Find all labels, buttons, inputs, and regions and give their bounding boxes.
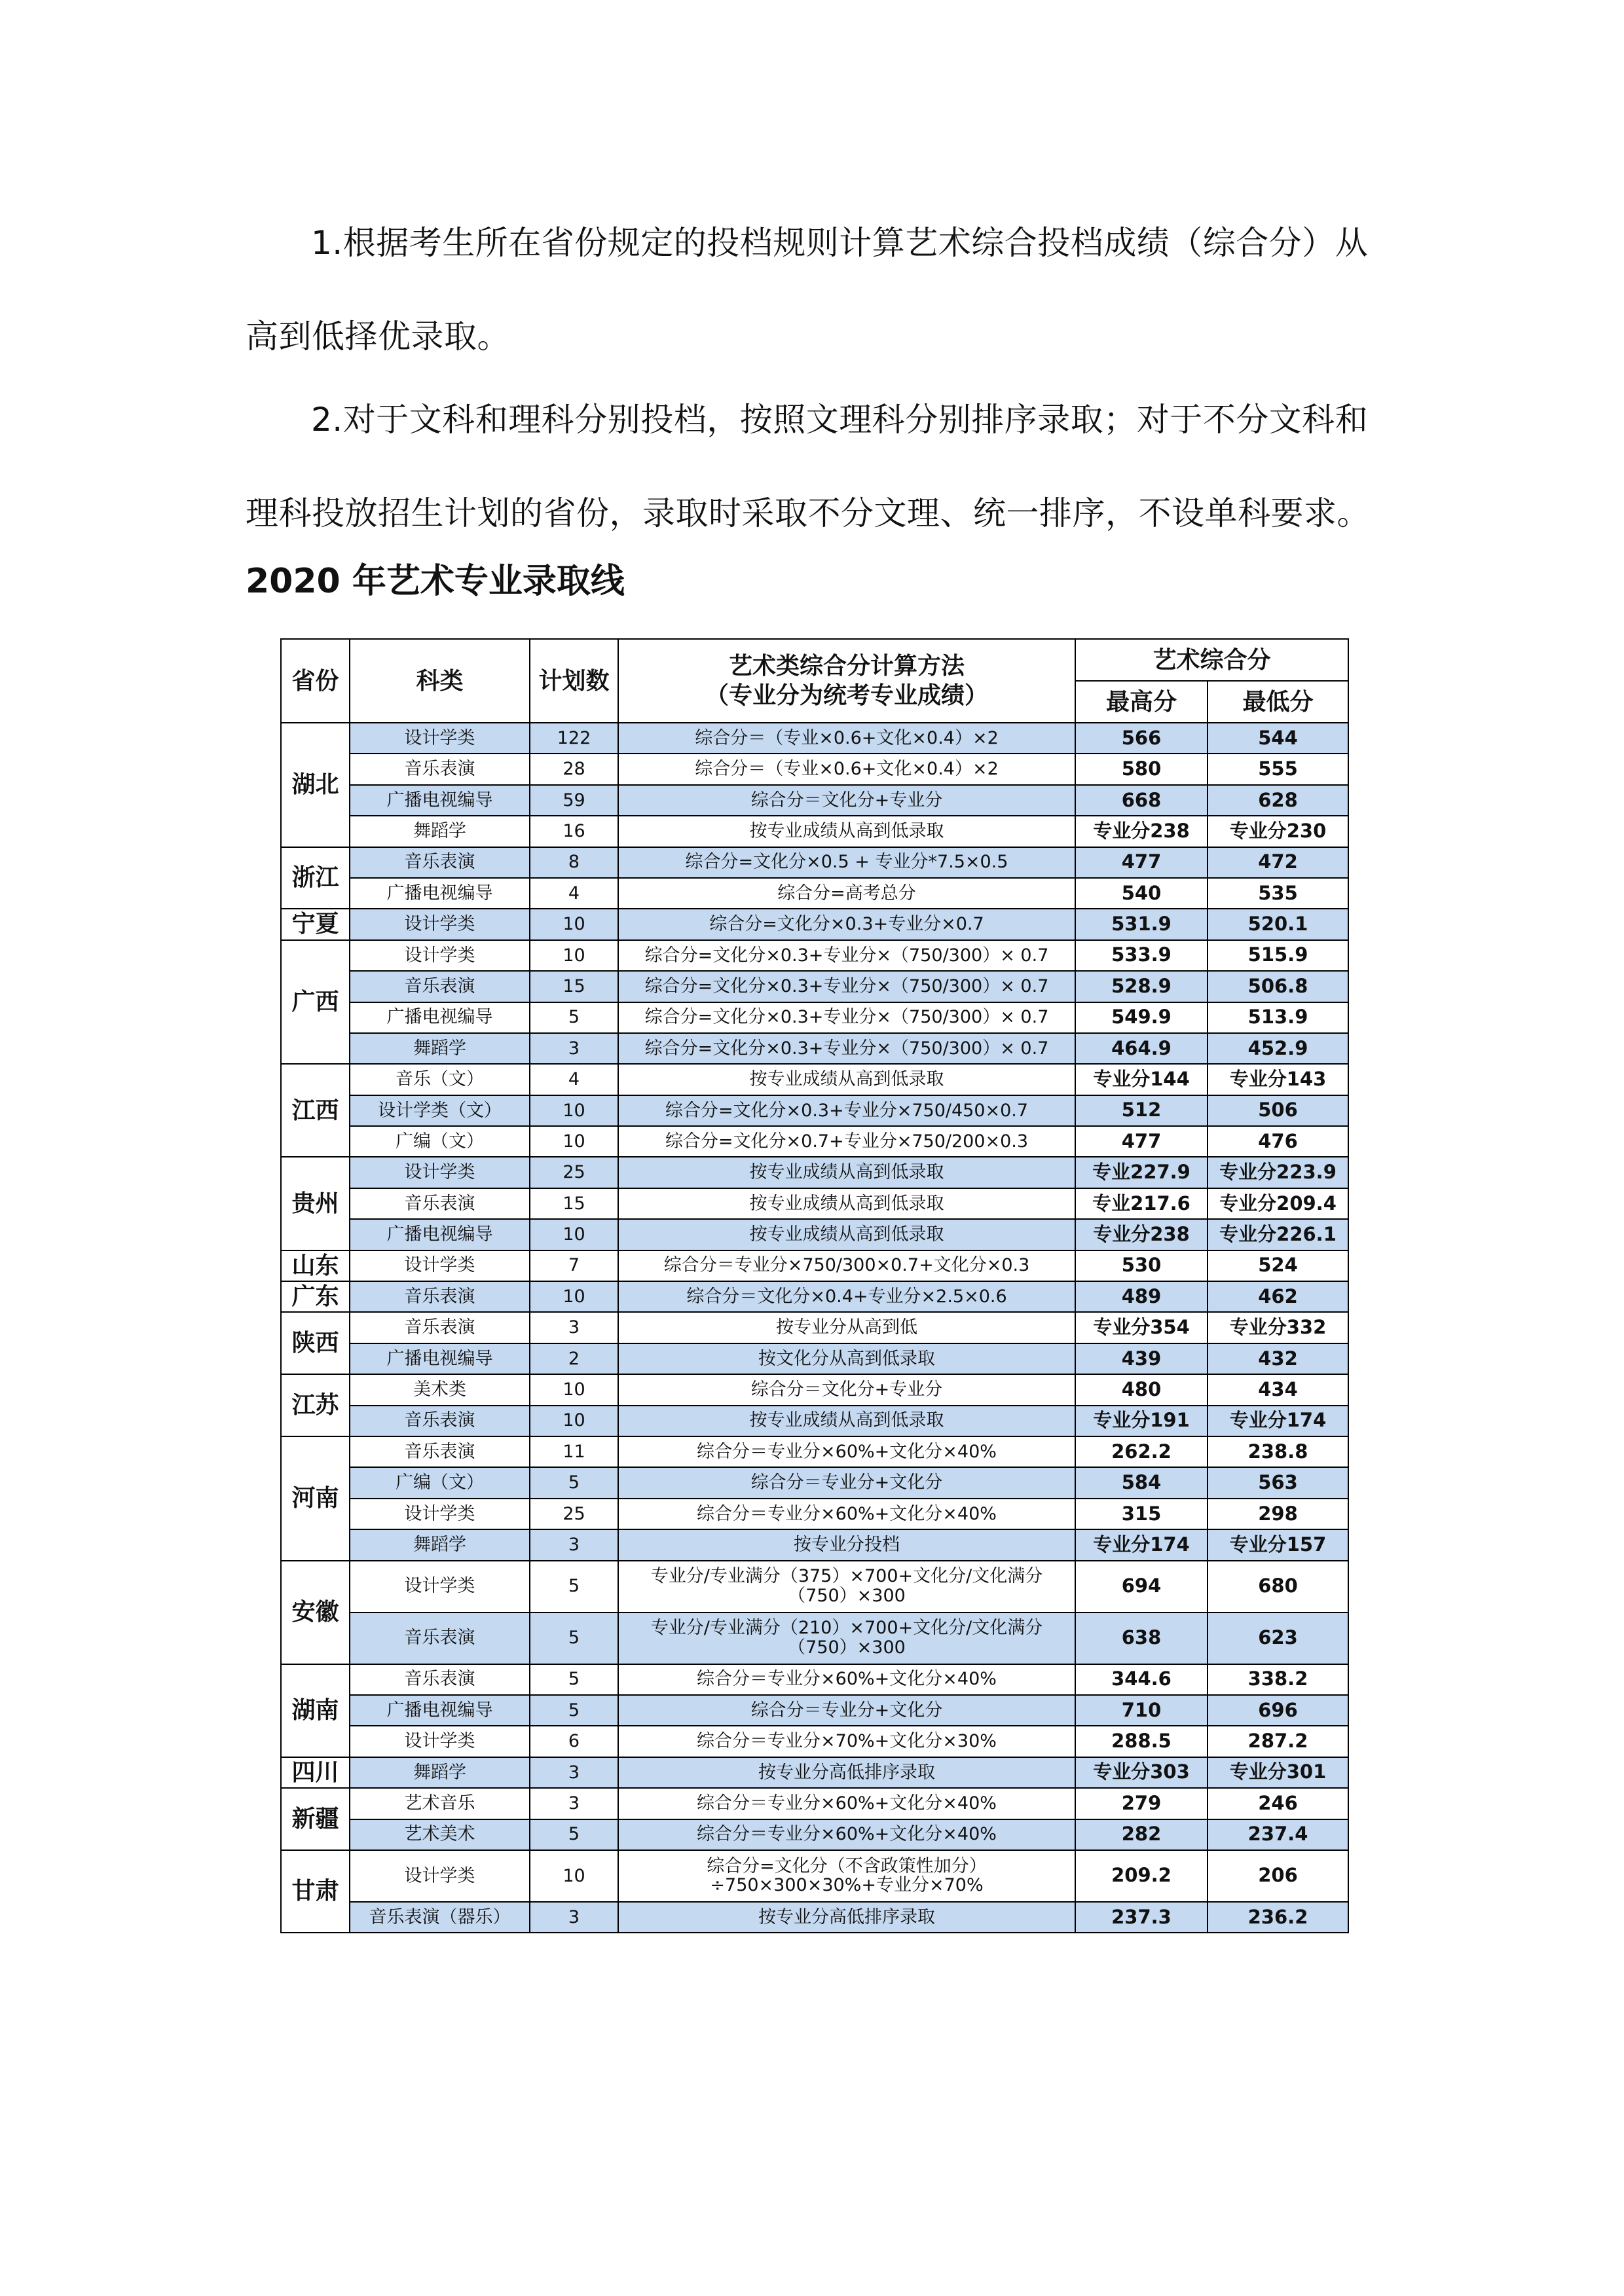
min-score-cell: 680 bbox=[1208, 1561, 1348, 1613]
method-cell: 综合分=文化分×0.3+专业分×（750/300）× 0.7 bbox=[618, 1002, 1075, 1033]
min-score-cell: 专业分332 bbox=[1208, 1312, 1348, 1343]
table-row bbox=[281, 1529, 1348, 1560]
table-row bbox=[281, 1726, 1348, 1757]
method-cell: 综合分＝专业分×60%+文化分×40% bbox=[618, 1499, 1075, 1529]
max-score-cell: 专业分303 bbox=[1075, 1757, 1208, 1788]
intro-paragraph-2: 2.对于文科和理科分别投档，按照文理科分别排序录取；对于不分文科和理科投放招生计划的省份，录取时采取不分文理、统一排序，不设单科要求。 bbox=[246, 401, 1370, 532]
province-cell: 湖北 bbox=[281, 723, 350, 847]
max-score-cell: 528.9 bbox=[1075, 971, 1208, 1002]
method-cell: 综合分=文化分×0.3+专业分×（750/300）× 0.7 bbox=[618, 1033, 1075, 1064]
min-score-cell: 专业分143 bbox=[1208, 1064, 1348, 1095]
table-row bbox=[281, 785, 1348, 816]
max-score-cell: 专业分238 bbox=[1075, 1219, 1208, 1250]
min-score-cell: 434 bbox=[1208, 1374, 1348, 1405]
method-cell: 综合分＝（专业×0.6+文化×0.4）×2 bbox=[618, 754, 1075, 784]
min-score-cell: 696 bbox=[1208, 1695, 1348, 1726]
method-cell: 综合分＝文化分×0.4+专业分×2.5×0.6 bbox=[618, 1281, 1075, 1312]
method-cell: 按专业成绩从高到低录取 bbox=[618, 1406, 1075, 1436]
min-score-cell: 520.1 bbox=[1208, 909, 1348, 939]
plan-cell: 5 bbox=[530, 1695, 618, 1726]
max-score-cell: 专业分238 bbox=[1075, 816, 1208, 847]
category-cell: 音乐表演 bbox=[350, 1188, 530, 1219]
header-plan: 计划数 bbox=[530, 639, 618, 723]
header-min: 最低分 bbox=[1208, 681, 1348, 723]
plan-cell: 3 bbox=[530, 1312, 618, 1343]
header-province: 省份 bbox=[281, 639, 350, 723]
min-score-cell: 452.9 bbox=[1208, 1033, 1348, 1064]
category-cell: 音乐（文） bbox=[350, 1064, 530, 1095]
category-cell: 音乐表演 bbox=[350, 1436, 530, 1467]
table-row bbox=[281, 1436, 1348, 1467]
method-cell: 综合分＝专业分+文化分 bbox=[618, 1695, 1075, 1726]
min-score-cell: 515.9 bbox=[1208, 940, 1348, 971]
province-cell: 四川 bbox=[281, 1757, 350, 1788]
method-cell: 综合分=文化分×0.5 + 专业分*7.5×0.5 bbox=[618, 847, 1075, 878]
max-score-cell: 专业分191 bbox=[1075, 1406, 1208, 1436]
plan-cell: 10 bbox=[530, 1219, 618, 1250]
method-cell: 按专业分高低排序录取 bbox=[618, 1902, 1075, 1933]
category-cell: 设计学类 bbox=[350, 1850, 530, 1902]
max-score-cell: 专业分144 bbox=[1075, 1064, 1208, 1095]
min-score-cell: 专业分223.9 bbox=[1208, 1157, 1348, 1188]
method-cell: 综合分=文化分×0.3+专业分×0.7 bbox=[618, 909, 1075, 939]
method-cell: 按专业成绩从高到低录取 bbox=[618, 1157, 1075, 1188]
plan-cell: 3 bbox=[530, 1902, 618, 1933]
province-cell: 宁夏 bbox=[281, 909, 350, 939]
max-score-cell: 512 bbox=[1075, 1095, 1208, 1126]
category-cell: 音乐表演（器乐） bbox=[350, 1902, 530, 1933]
plan-cell: 16 bbox=[530, 816, 618, 847]
intro-paragraph-1: 1.根据考生所在省份规定的投档规则计算艺术综合投档成绩（综合分）从高到低择优录取。 bbox=[246, 224, 1369, 355]
method-cell: 综合分=文化分×0.3+专业分×（750/300）× 0.7 bbox=[618, 940, 1075, 971]
max-score-cell: 237.3 bbox=[1075, 1902, 1208, 1933]
table-row bbox=[281, 1064, 1348, 1095]
header-method bbox=[618, 639, 1075, 723]
plan-cell: 5 bbox=[530, 1467, 618, 1498]
min-score-cell: 628 bbox=[1208, 785, 1348, 816]
category-cell: 音乐表演 bbox=[350, 1664, 530, 1695]
plan-cell: 10 bbox=[530, 909, 618, 939]
table-row bbox=[281, 1613, 1348, 1664]
method-cell: 按专业成绩从高到低录取 bbox=[618, 1188, 1075, 1219]
table-body bbox=[281, 723, 1348, 1933]
max-score-cell: 344.6 bbox=[1075, 1664, 1208, 1695]
plan-cell: 10 bbox=[530, 1095, 618, 1126]
province-cell: 湖南 bbox=[281, 1664, 350, 1757]
province-cell: 江西 bbox=[281, 1064, 350, 1157]
plan-cell: 10 bbox=[530, 1126, 618, 1157]
table-row bbox=[281, 1374, 1348, 1405]
method-cell: 综合分＝（专业×0.6+文化×0.4）×2 bbox=[618, 723, 1075, 754]
category-cell: 广编（文） bbox=[350, 1467, 530, 1498]
category-cell: 设计学类 bbox=[350, 909, 530, 939]
max-score-cell: 专业227.9 bbox=[1075, 1157, 1208, 1188]
min-score-cell: 206 bbox=[1208, 1850, 1348, 1902]
province-cell: 甘肃 bbox=[281, 1850, 350, 1933]
table-row bbox=[281, 909, 1348, 939]
min-score-cell: 462 bbox=[1208, 1281, 1348, 1312]
table-row bbox=[281, 1467, 1348, 1498]
table-row bbox=[281, 1664, 1348, 1695]
min-score-cell: 476 bbox=[1208, 1126, 1348, 1157]
max-score-cell: 530 bbox=[1075, 1250, 1208, 1281]
category-cell: 舞蹈学 bbox=[350, 816, 530, 847]
min-score-cell: 623 bbox=[1208, 1613, 1348, 1664]
min-score-cell: 535 bbox=[1208, 878, 1348, 909]
province-cell: 广西 bbox=[281, 940, 350, 1065]
method-cell: 综合分=文化分×0.7+专业分×750/200×0.3 bbox=[618, 1126, 1075, 1157]
plan-cell: 5 bbox=[530, 1819, 618, 1850]
max-score-cell: 262.2 bbox=[1075, 1436, 1208, 1467]
category-cell: 艺术美术 bbox=[350, 1819, 530, 1850]
table-row bbox=[281, 878, 1348, 909]
category-cell: 广播电视编导 bbox=[350, 1002, 530, 1033]
plan-cell: 5 bbox=[530, 1664, 618, 1695]
province-cell: 山东 bbox=[281, 1250, 350, 1281]
method-cell: 综合分＝专业分×60%+文化分×40% bbox=[618, 1819, 1075, 1850]
plan-cell: 10 bbox=[530, 1374, 618, 1405]
method-cell: 综合分=文化分×0.3+专业分×750/450×0.7 bbox=[618, 1095, 1075, 1126]
category-cell: 设计学类 bbox=[350, 1561, 530, 1613]
max-score-cell: 464.9 bbox=[1075, 1033, 1208, 1064]
max-score-cell: 533.9 bbox=[1075, 940, 1208, 971]
category-cell: 舞蹈学 bbox=[350, 1757, 530, 1788]
max-score-cell: 315 bbox=[1075, 1499, 1208, 1529]
max-score-cell: 279 bbox=[1075, 1788, 1208, 1819]
plan-cell: 122 bbox=[530, 723, 618, 754]
table-row bbox=[281, 1002, 1348, 1033]
min-score-cell: 专业分230 bbox=[1208, 816, 1348, 847]
plan-cell: 11 bbox=[530, 1436, 618, 1467]
table-row bbox=[281, 1902, 1348, 1933]
method-cell: 综合分＝专业分×750/300×0.7+文化分×0.3 bbox=[618, 1250, 1075, 1281]
table-row bbox=[281, 847, 1348, 878]
method-cell: 综合分=高考总分 bbox=[618, 878, 1075, 909]
method-cell: 按专业分从高到低 bbox=[618, 1312, 1075, 1343]
max-score-cell: 710 bbox=[1075, 1695, 1208, 1726]
category-cell: 设计学类 bbox=[350, 1250, 530, 1281]
min-score-cell: 544 bbox=[1208, 723, 1348, 754]
plan-cell: 25 bbox=[530, 1499, 618, 1529]
table-row bbox=[281, 971, 1348, 1002]
max-score-cell: 477 bbox=[1075, 847, 1208, 878]
category-cell: 音乐表演 bbox=[350, 754, 530, 784]
min-score-cell: 563 bbox=[1208, 1467, 1348, 1498]
min-score-cell: 246 bbox=[1208, 1788, 1348, 1819]
table-row bbox=[281, 1695, 1348, 1726]
header-max: 最高分 bbox=[1075, 681, 1208, 723]
table-row bbox=[281, 1499, 1348, 1529]
min-score-cell: 238.8 bbox=[1208, 1436, 1348, 1467]
table-row bbox=[281, 723, 1348, 754]
category-cell: 设计学类 bbox=[350, 1157, 530, 1188]
plan-cell: 3 bbox=[530, 1757, 618, 1788]
table-row bbox=[281, 1561, 1348, 1613]
category-cell: 广播电视编导 bbox=[350, 878, 530, 909]
category-cell: 舞蹈学 bbox=[350, 1529, 530, 1560]
table-row bbox=[281, 1819, 1348, 1850]
max-score-cell: 专业分174 bbox=[1075, 1529, 1208, 1560]
min-score-cell: 298 bbox=[1208, 1499, 1348, 1529]
min-score-cell: 专业分301 bbox=[1208, 1757, 1348, 1788]
category-cell: 音乐表演 bbox=[350, 971, 530, 1002]
max-score-cell: 480 bbox=[1075, 1374, 1208, 1405]
header-score-group: 艺术综合分 bbox=[1075, 639, 1348, 681]
plan-cell: 10 bbox=[530, 1406, 618, 1436]
category-cell: 设计学类 bbox=[350, 1499, 530, 1529]
table-row bbox=[281, 940, 1348, 971]
header-method-line1: 艺术类综合分计算方法 bbox=[728, 653, 965, 680]
table-row bbox=[281, 1757, 1348, 1788]
min-score-cell: 专业分174 bbox=[1208, 1406, 1348, 1436]
method-cell: 按专业分高低排序录取 bbox=[618, 1757, 1075, 1788]
plan-cell: 3 bbox=[530, 1788, 618, 1819]
max-score-cell: 专业217.6 bbox=[1075, 1188, 1208, 1219]
plan-cell: 10 bbox=[530, 1850, 618, 1902]
plan-cell: 4 bbox=[530, 1064, 618, 1095]
category-cell: 设计学类（文） bbox=[350, 1095, 530, 1126]
table-row bbox=[281, 1126, 1348, 1157]
min-score-cell: 237.4 bbox=[1208, 1819, 1348, 1850]
plan-cell: 3 bbox=[530, 1033, 618, 1064]
table-row bbox=[281, 1312, 1348, 1343]
category-cell: 设计学类 bbox=[350, 723, 530, 754]
method-cell: 综合分＝专业分+文化分 bbox=[618, 1467, 1075, 1498]
table-row bbox=[281, 1157, 1348, 1188]
table-row bbox=[281, 1250, 1348, 1281]
max-score-cell: 288.5 bbox=[1075, 1726, 1208, 1757]
max-score-cell: 489 bbox=[1075, 1281, 1208, 1312]
plan-cell: 15 bbox=[530, 1188, 618, 1219]
category-cell: 广播电视编导 bbox=[350, 1695, 530, 1726]
min-score-cell: 236.2 bbox=[1208, 1902, 1348, 1933]
min-score-cell: 506 bbox=[1208, 1095, 1348, 1126]
method-cell: 按文化分从高到低录取 bbox=[618, 1343, 1075, 1374]
category-cell: 音乐表演 bbox=[350, 847, 530, 878]
max-score-cell: 209.2 bbox=[1075, 1850, 1208, 1902]
method-cell: 按专业成绩从高到低录取 bbox=[618, 1219, 1075, 1250]
method-cell: 综合分＝专业分×60%+文化分×40% bbox=[618, 1788, 1075, 1819]
category-cell: 广播电视编导 bbox=[350, 1219, 530, 1250]
category-cell: 美术类 bbox=[350, 1374, 530, 1405]
min-score-cell: 287.2 bbox=[1208, 1726, 1348, 1757]
method-cell: 专业分/专业满分（375）×700+文化分/文化满分（750）×300 bbox=[618, 1561, 1075, 1613]
plan-cell: 8 bbox=[530, 847, 618, 878]
category-cell: 音乐表演 bbox=[350, 1406, 530, 1436]
province-cell: 贵州 bbox=[281, 1157, 350, 1250]
method-cell: 专业分/专业满分（210）×700+文化分/文化满分（750）×300 bbox=[618, 1613, 1075, 1664]
method-cell: 按专业成绩从高到低录取 bbox=[618, 816, 1075, 847]
province-cell: 安徽 bbox=[281, 1561, 350, 1664]
max-score-cell: 549.9 bbox=[1075, 1002, 1208, 1033]
province-cell: 广东 bbox=[281, 1281, 350, 1312]
min-score-cell: 524 bbox=[1208, 1250, 1348, 1281]
plan-cell: 2 bbox=[530, 1343, 618, 1374]
plan-cell: 28 bbox=[530, 754, 618, 784]
category-cell: 广播电视编导 bbox=[350, 785, 530, 816]
table-row bbox=[281, 1343, 1348, 1374]
method-cell: 按专业成绩从高到低录取 bbox=[618, 1064, 1075, 1095]
method-cell: 综合分=文化分（不含政策性加分）÷750×300×30%+专业分×70% bbox=[618, 1850, 1075, 1902]
max-score-cell: 531.9 bbox=[1075, 909, 1208, 939]
table-row bbox=[281, 1406, 1348, 1436]
category-cell: 设计学类 bbox=[350, 940, 530, 971]
plan-cell: 7 bbox=[530, 1250, 618, 1281]
province-cell: 浙江 bbox=[281, 847, 350, 909]
plan-cell: 59 bbox=[530, 785, 618, 816]
max-score-cell: 566 bbox=[1075, 723, 1208, 754]
min-score-cell: 513.9 bbox=[1208, 1002, 1348, 1033]
category-cell: 广编（文） bbox=[350, 1126, 530, 1157]
category-cell: 音乐表演 bbox=[350, 1281, 530, 1312]
method-cell: 综合分＝文化分+专业分 bbox=[618, 1374, 1075, 1405]
header-category: 科类 bbox=[350, 639, 530, 723]
method-cell: 综合分=文化分×0.3+专业分×（750/300）× 0.7 bbox=[618, 971, 1075, 1002]
min-score-cell: 432 bbox=[1208, 1343, 1348, 1374]
method-cell: 综合分＝专业分×70%+文化分×30% bbox=[618, 1726, 1075, 1757]
table-row bbox=[281, 1850, 1348, 1902]
plan-cell: 15 bbox=[530, 971, 618, 1002]
min-score-cell: 472 bbox=[1208, 847, 1348, 878]
max-score-cell: 专业分354 bbox=[1075, 1312, 1208, 1343]
admission-score-table bbox=[280, 638, 1349, 1933]
table-row bbox=[281, 1188, 1348, 1219]
min-score-cell: 506.8 bbox=[1208, 971, 1348, 1002]
plan-cell: 5 bbox=[530, 1613, 618, 1664]
plan-cell: 6 bbox=[530, 1726, 618, 1757]
plan-cell: 25 bbox=[530, 1157, 618, 1188]
category-cell: 艺术音乐 bbox=[350, 1788, 530, 1819]
min-score-cell: 专业分157 bbox=[1208, 1529, 1348, 1560]
max-score-cell: 694 bbox=[1075, 1561, 1208, 1613]
min-score-cell: 338.2 bbox=[1208, 1664, 1348, 1695]
category-cell: 音乐表演 bbox=[350, 1312, 530, 1343]
plan-cell: 3 bbox=[530, 1529, 618, 1560]
max-score-cell: 282 bbox=[1075, 1819, 1208, 1850]
table-row bbox=[281, 1095, 1348, 1126]
method-cell: 综合分＝专业分×60%+文化分×40% bbox=[618, 1664, 1075, 1695]
max-score-cell: 638 bbox=[1075, 1613, 1208, 1664]
max-score-cell: 477 bbox=[1075, 1126, 1208, 1157]
method-cell: 综合分＝专业分×60%+文化分×40% bbox=[618, 1436, 1075, 1467]
province-cell: 陕西 bbox=[281, 1312, 350, 1374]
category-cell: 设计学类 bbox=[350, 1726, 530, 1757]
table-row bbox=[281, 1033, 1348, 1064]
header-method-line2: （专业分为统考专业成绩） bbox=[705, 682, 988, 709]
max-score-cell: 668 bbox=[1075, 785, 1208, 816]
max-score-cell: 439 bbox=[1075, 1343, 1208, 1374]
max-score-cell: 540 bbox=[1075, 878, 1208, 909]
table-row bbox=[281, 816, 1348, 847]
plan-cell: 5 bbox=[530, 1002, 618, 1033]
max-score-cell: 584 bbox=[1075, 1467, 1208, 1498]
section-title: 2020 年艺术专业录取线 bbox=[246, 562, 625, 601]
method-cell: 按专业分投档 bbox=[618, 1529, 1075, 1560]
province-cell: 新疆 bbox=[281, 1788, 350, 1850]
plan-cell: 4 bbox=[530, 878, 618, 909]
min-score-cell: 专业分226.1 bbox=[1208, 1219, 1348, 1250]
min-score-cell: 专业分209.4 bbox=[1208, 1188, 1348, 1219]
table-row bbox=[281, 1788, 1348, 1819]
method-cell: 综合分＝文化分+专业分 bbox=[618, 785, 1075, 816]
max-score-cell: 580 bbox=[1075, 754, 1208, 784]
table-row bbox=[281, 1281, 1348, 1312]
province-cell: 江苏 bbox=[281, 1374, 350, 1436]
category-cell: 舞蹈学 bbox=[350, 1033, 530, 1064]
category-cell: 音乐表演 bbox=[350, 1613, 530, 1664]
plan-cell: 5 bbox=[530, 1561, 618, 1613]
table-row bbox=[281, 1219, 1348, 1250]
plan-cell: 10 bbox=[530, 940, 618, 971]
category-cell: 广播电视编导 bbox=[350, 1343, 530, 1374]
table-row bbox=[281, 754, 1348, 784]
province-cell: 河南 bbox=[281, 1436, 350, 1561]
min-score-cell: 555 bbox=[1208, 754, 1348, 784]
plan-cell: 10 bbox=[530, 1281, 618, 1312]
